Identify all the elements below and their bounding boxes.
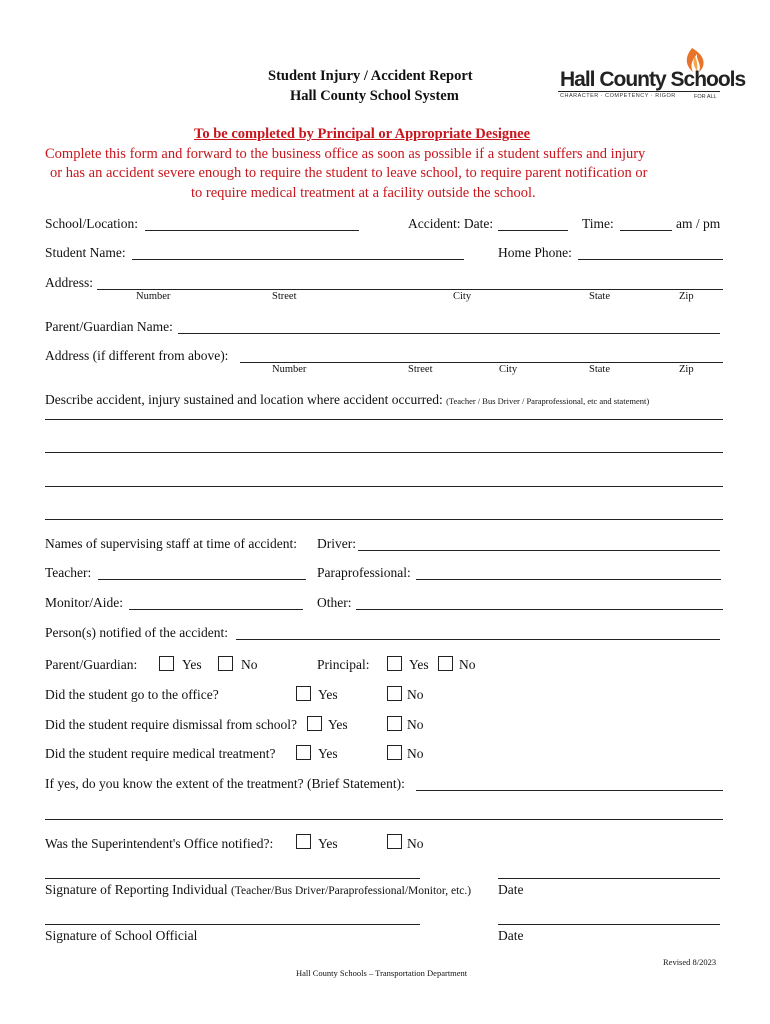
address-zip-label: Zip [679,291,694,302]
instructions-line-1: Complete this form and forward to the business office as soon as possible if a student suffers and injury [45,146,646,162]
address-city-label: City [453,291,472,302]
logo-name: Hall County Schools [560,68,746,91]
revised-date: Revised 8/2023 [663,957,717,967]
instructions-line-2: or has an accident severe enough to require the student to leave school, to require parent notification or [50,165,648,181]
superintendent-question: Was the Superintendent's Office notified?: [45,836,274,851]
describe-line-4[interactable] [45,519,723,520]
notified-label: Person(s) notified of the accident: [45,625,228,640]
address-label: Address: [45,275,93,290]
superintendent-yes-checkbox[interactable] [296,834,311,849]
school-location-label: School/Location: [45,216,138,231]
time-field[interactable] [620,230,672,231]
teacher-label: Teacher: [45,565,92,580]
student-name-field[interactable] [132,259,464,260]
hall-county-logo [556,44,746,106]
official-date-field[interactable] [498,924,720,925]
address-street-label: Street [272,291,297,302]
describe-text: Describe accident, injury sustained and location where accident occurred: [45,392,443,407]
extent-field[interactable] [416,790,723,791]
reporting-signature-label [45,882,471,898]
other-label: Other: [317,595,352,610]
home-phone-label: Home Phone: [498,245,572,260]
parent-name-label: Parent/Guardian Name: [45,319,173,334]
address-field[interactable] [97,289,723,290]
medical-yes-checkbox[interactable] [296,745,311,760]
describe-note: (Teacher / Bus Driver / Paraprofessional, etc and statement) [446,396,650,406]
principal-notified-label: Principal: [317,657,370,672]
address-alt-number-label: Number [272,364,307,375]
reporting-signature-field[interactable] [45,878,420,879]
principal-yes-checkbox[interactable] [387,656,402,671]
dismissal-no-label: No [407,717,424,732]
monitor-label: Monitor/Aide: [45,595,123,610]
principal-yes-label: Yes [409,657,429,672]
driver-label: Driver: [317,536,356,551]
office-question: Did the student go to the office? [45,687,219,702]
logo-tagline-right: FOR ALL [694,94,717,100]
superintendent-no-checkbox[interactable] [387,834,402,849]
other-field[interactable] [356,609,723,610]
office-no-checkbox[interactable] [387,686,402,701]
ampm-label: am / pm [676,216,721,231]
accident-date-field[interactable] [498,230,568,231]
teacher-field[interactable] [98,579,306,580]
describe-line-2[interactable] [45,452,723,453]
address-alt-zip-label: Zip [679,364,694,375]
official-date-label: Date [498,928,524,943]
medical-yes-label: Yes [318,746,338,761]
describe-line-1[interactable] [45,419,723,420]
parent-no-checkbox[interactable] [218,656,233,671]
notified-field[interactable] [236,639,720,640]
instructions-line-3: to require medical treatment at a facility outside the school. [191,185,536,201]
principal-no-label: No [459,657,476,672]
form-title: Student Injury / Accident Report [268,68,473,84]
form-subtitle: Hall County School System [290,88,459,104]
address-alt-label: Address (if different from above): [45,348,229,363]
office-no-label: No [407,687,424,702]
official-signature-field[interactable] [45,924,420,925]
footer-department: Hall County Schools – Transportation Department [296,968,468,978]
address-number-label: Number [136,291,171,302]
parent-name-field[interactable] [178,333,720,334]
medical-no-label: No [407,746,424,761]
address-alt-city-label: City [499,364,518,375]
address-alt-field[interactable] [240,362,723,363]
address-alt-state-label: State [589,364,610,375]
dismissal-question: Did the student require dismissal from school? [45,717,297,732]
student-name-label: Student Name: [45,245,126,260]
parapro-field[interactable] [416,579,721,580]
reporting-signature-note: (Teacher/Bus Driver/Paraprofessional/Monitor, etc.) [230,885,472,897]
parent-notified-label: Parent/Guardian: [45,657,138,672]
extent-field-2[interactable] [45,819,723,820]
staff-label: Names of supervising staff at time of accident: [45,536,298,551]
extent-question: If yes, do you know the extent of the treatment? (Brief Statement): [45,776,405,791]
parent-yes-label: Yes [182,657,202,672]
describe-line-3[interactable] [45,486,723,487]
driver-field[interactable] [358,550,720,551]
principal-no-checkbox[interactable] [438,656,453,671]
monitor-field[interactable] [129,609,303,610]
school-location-field[interactable] [145,230,359,231]
reporting-date-field[interactable] [498,878,720,879]
office-yes-checkbox[interactable] [296,686,311,701]
dismissal-yes-checkbox[interactable] [307,716,322,731]
superintendent-yes-label: Yes [318,836,338,851]
accident-date-label: Accident: Date: [408,216,494,231]
parent-yes-checkbox[interactable] [159,656,174,671]
instructions-heading: To be completed by Principal or Appropriate Designee [194,126,531,142]
describe-label [45,392,649,408]
home-phone-field[interactable] [578,259,723,260]
medical-no-checkbox[interactable] [387,745,402,760]
medical-question: Did the student require medical treatment? [45,746,276,761]
official-signature-label: Signature of School Official [45,928,198,943]
address-alt-street-label: Street [408,364,433,375]
superintendent-no-label: No [407,836,424,851]
time-label: Time: [582,216,614,231]
parapro-label: Paraprofessional: [317,565,411,580]
reporting-signature-text: Signature of Reporting Individual [45,882,228,897]
reporting-date-label: Date [498,882,524,897]
office-yes-label: Yes [318,687,338,702]
logo-tagline: CHARACTER · COMPETENCY · RIGOR [560,93,676,99]
dismissal-no-checkbox[interactable] [387,716,402,731]
dismissal-yes-label: Yes [328,717,348,732]
parent-no-label: No [241,657,258,672]
address-state-label: State [589,291,610,302]
